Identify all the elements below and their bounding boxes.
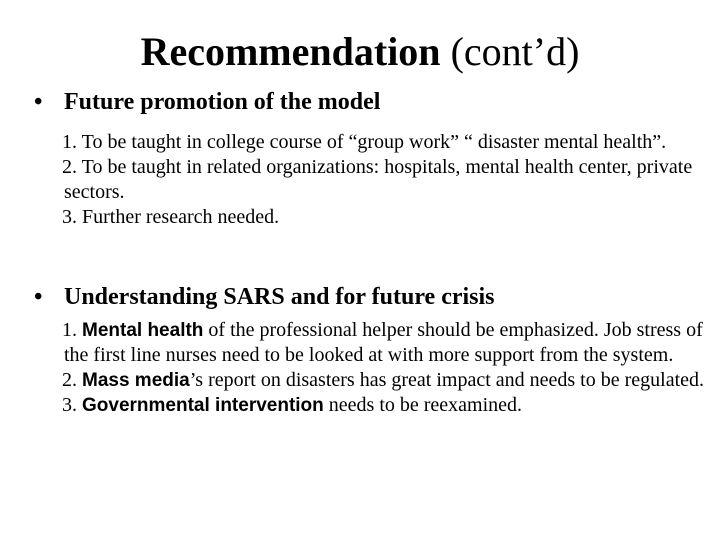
list-item (64, 205, 704, 230)
list-item-number: 3. (62, 206, 77, 228)
list-item-highlight: Governmental intervention (82, 395, 324, 416)
section-heading-text: Understanding SARS and for future crisis (64, 284, 495, 310)
slide-title-suffix: (cont’d) (450, 29, 580, 74)
list-item-text: of the professional helper should be emphasized. Job stress of the first line nurses need to be looked at with more support from the system. (64, 319, 703, 366)
list-item (64, 155, 704, 205)
list-item-text: ’s report on disasters has great impact and needs to be regulated. (189, 369, 705, 391)
list-item-number: 2. (62, 369, 77, 391)
list-item-text: To be taught in college course of “group work” “ disaster mental health”. (81, 131, 667, 153)
list-item (64, 318, 704, 368)
bullet-icon: • (34, 284, 43, 310)
slide-title-main: Recommendation (140, 29, 441, 74)
list-item-number: 2. (62, 156, 77, 178)
section-heading-understanding-sars (34, 282, 495, 312)
list-item-text: To be taught in related organizations: hospitals, mental health center, private sectors. (64, 156, 693, 203)
list-item-number: 3. (62, 394, 77, 416)
list-item-text: needs to be reexamined. (328, 394, 523, 416)
list-item-text: Further research needed. (82, 206, 280, 228)
list-item-highlight: Mental health (82, 320, 204, 341)
list-item (64, 393, 704, 418)
list-item (64, 130, 704, 155)
section-heading-text: Future promotion of the model (64, 89, 381, 115)
section-items-future-promotion (64, 130, 704, 230)
list-item-highlight: Mass media (82, 370, 190, 391)
slide-title (0, 26, 720, 78)
section-heading-future-promotion (34, 87, 380, 117)
list-item-number: 1. (62, 319, 77, 341)
list-item (64, 368, 704, 393)
list-item-number: 1. (62, 131, 77, 153)
section-items-understanding-sars (64, 318, 704, 418)
bullet-icon: • (34, 89, 43, 115)
